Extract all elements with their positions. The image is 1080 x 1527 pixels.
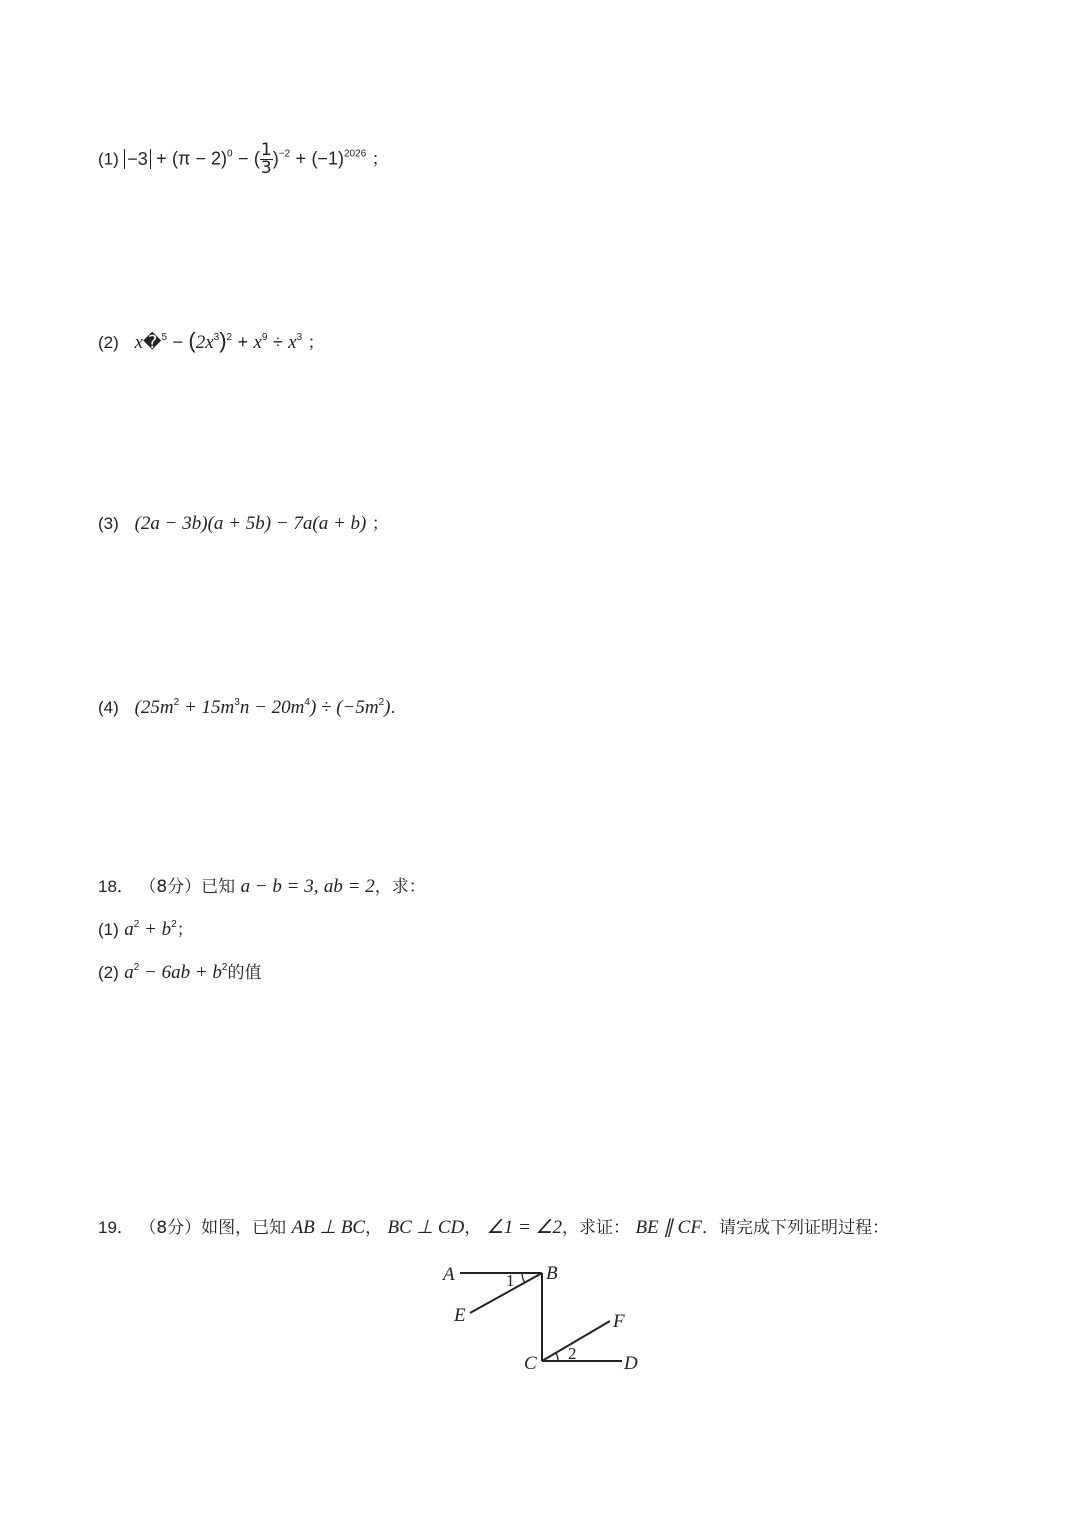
exponent: 3 [296,332,303,343]
angle-1-arc [522,1273,525,1283]
problem-1-label: (1) [98,149,119,169]
semicolon: ； [371,149,389,170]
geometry-figure [430,1255,690,1385]
instruction: ．请完成下列证明过程： [701,1218,889,1238]
problem-4-label: (4) [98,698,119,717]
label-d: D [624,1353,638,1374]
angle-1-label: 1 [506,1271,515,1290]
coef-term: 2x [195,332,214,353]
problem-4 [98,698,395,717]
condition-2: ab = 2 [323,876,375,897]
angle-2-label: 2 [568,1344,577,1363]
exponent: 2 [226,332,233,343]
problem-2-label: (2) [98,333,119,352]
var-x: x [134,332,144,353]
period: . [390,697,396,717]
condition-1: a − b = 3, [240,876,319,897]
relation-be-parallel-cf: BE ∥ CF [635,1217,702,1238]
garbled-glyph: � [143,332,162,352]
exponent: 2 [133,962,140,973]
label-e: E [454,1305,466,1326]
relation-ab-perp-bc: AB ⊥ BC [291,1217,366,1238]
question-19-header [98,1218,889,1237]
exponent: 2 [171,919,177,930]
minus-sign: − [237,148,249,169]
expr-part: − 6ab + b [139,962,222,983]
expr-part: (25m [134,697,174,718]
problem-3 [98,514,389,533]
plus-sign: + [295,148,307,169]
question-score: （8分）如图，已知 [139,1218,287,1238]
label-f: F [613,1311,625,1332]
exponent: 3 [213,332,220,343]
frac-close-paren: ) [272,148,279,169]
angle-2-arc [556,1353,558,1361]
question-18-header [98,877,426,896]
var-x: x [288,332,297,353]
expr-part: + 15m [179,697,235,718]
fraction-exponent: −2 [278,148,291,160]
relation-angles-equal: ∠1 = ∠2 [486,1217,563,1238]
left-paren: ( [188,328,196,353]
prove-text: ，求证： [562,1218,631,1238]
question-score: （8分）已知 [139,877,236,897]
plus-sign: + [237,332,249,352]
pi-exponent: 0 [226,148,233,160]
header-end: ，求： [374,877,426,897]
var-a: a [124,962,134,983]
semicolon: ； [307,333,325,353]
var-x: x [253,332,262,353]
expr-part: n − 20m [239,697,305,718]
pi-term: (π − 2) [172,148,227,169]
exponent: 5 [161,332,168,343]
problem-3-label: (3) [98,514,119,533]
divide-sign: ÷ [272,332,283,352]
expression: (2a − 3b)(a + 5b) − 7a(a + b) [134,513,367,534]
label-b: B [546,1263,558,1284]
expr-part: ) ÷ (−5m [309,697,379,718]
frac-open-paren: ( [253,148,260,169]
exponent: 2 [133,919,140,930]
exponent: 4 [304,697,310,708]
exponent: 2 [173,697,180,708]
exponent: 9 [261,332,268,343]
relation-bc-perp-cd: BC ⊥ CD [387,1217,465,1238]
exponent: 3 [234,697,240,708]
separator: ， [464,1218,482,1238]
part-label: (2) [98,963,119,982]
expr-part: + b [139,919,172,940]
right-paren: ) [219,328,227,353]
problem-2 [98,330,325,352]
abs-value: −3 [124,149,151,170]
question-number: 19． [98,1218,134,1237]
fraction-denominator: 3 [260,158,272,178]
semicolon: ； [176,920,194,940]
separator: ， [365,1218,383,1238]
value-suffix: 的值 [227,963,262,983]
expr-part: ) [384,697,391,718]
label-c: C [524,1353,537,1374]
label-a: A [443,1264,455,1285]
part-label: (1) [98,920,119,939]
question-number: 18． [98,877,134,896]
semicolon: ； [371,514,389,534]
var-a: a [124,919,134,940]
question-18-part-1 [98,920,194,939]
fraction-one-third [260,142,273,177]
neg-one-exponent: 2026 [343,148,367,160]
plus-sign: + [156,148,167,169]
exponent: 2 [221,962,228,973]
exponent: 2 [378,697,385,708]
neg-one-term: (−1) [311,148,344,169]
fraction-numerator: 1 [260,140,272,160]
minus-sign: − [172,332,183,352]
problem-1 [98,142,389,177]
question-18-part-2 [98,963,261,982]
